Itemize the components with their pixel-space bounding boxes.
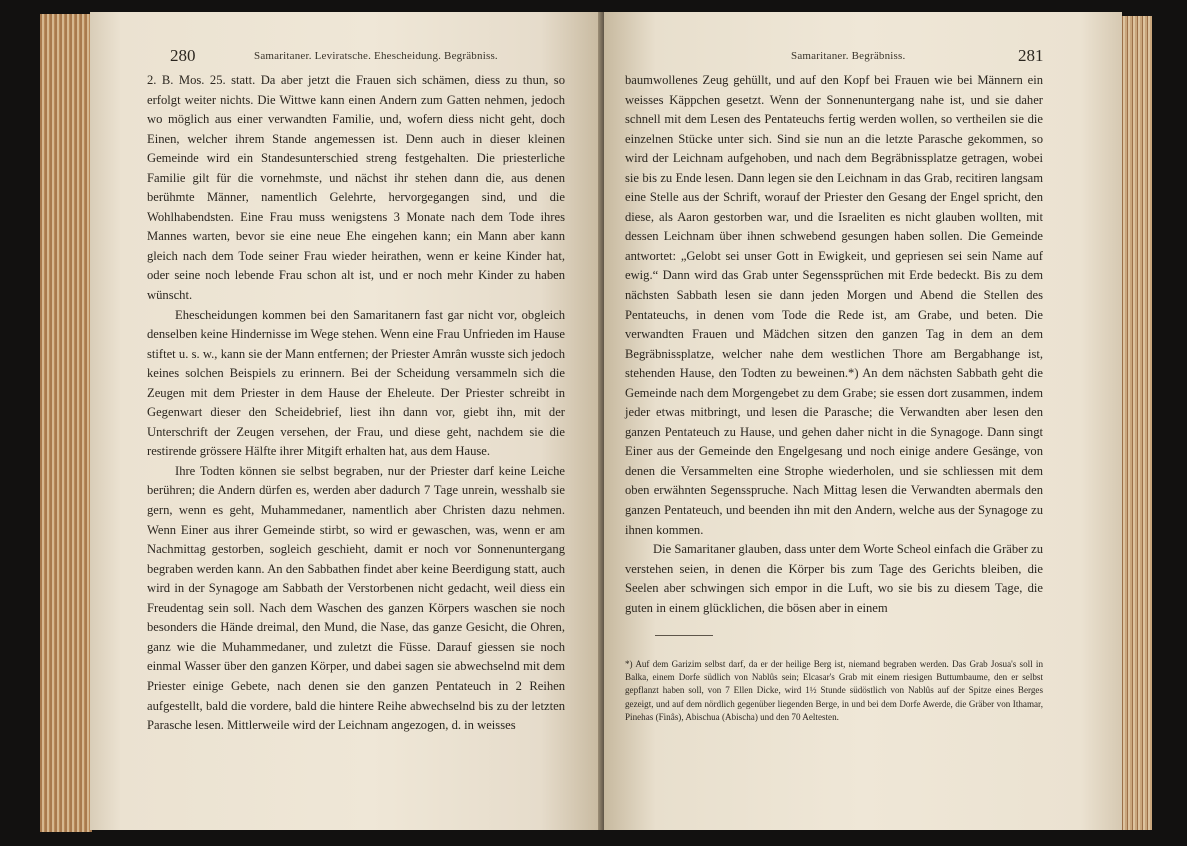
left-paragraph-1: 2. B. Mos. 25. statt. Da aber jetzt die Frauen sich schämen, diess zu thun, so erfolgt weiter nichts. Die Wittwe kann einen Andern zum Gatten nehmen, jedoch wo möglich aus einer verwandten Familie, und, wofern diess nicht geht, doch Einen, welcher ihrem Stande angemessen ist. Denn auch in dieser kleinen Gemeinde wird ein Standesunterschied streng festgehalten. Die priesterliche Familie gilt für die vornehmste, und nächst ihr stehen dann die, aus denen berühmte Männer, namentlich Gelehrte, hervorgegangen sind, und die Wohlhabendsten. Eine Frau muss wenigstens 3 Monate nach dem Tode ihres Mannes warten, bevor sie eine neue Ehe eingehen kann; ein Mann aber kann gleich nach dem Tode seiner Frau wieder heirathen, wenn er keine Kinder hat, oder seine noch lebende Frau schon alt ist, und er noch mehr Kinder zu haben wünscht. bbox=[147, 73, 565, 303]
right-paragraph-1: baumwollenes Zeug gehüllt, und auf den Kopf bei Frauen wie bei Männern ein weisses Käppchen gesetzt. Wenn der Sonnenuntergang nahe ist, und sie daher schnell mit dem Lesen des Pentateuchs fertig werden wollen, so vertheilen sie die einzelnen Stücke unter sich. Sind sie nun an die letzte Parasche gekommen, so wird der Leichnam aufgehoben, und nach dem Begräbnissplatze getragen, wobei sie bis zu Ende lesen. Dann legen sie den Leichnam in das Grab, recitiren langsam eine Stelle aus der Schrift, worauf der Priester den Gesang der Engel spricht, den diese, als Aaron gestorben war, und die Israeliten es nicht glauben wollten, mit dessen Leichnam über ihnen schwebend gesungen haben sollen. Die Gemeinde antwortet: „Gelobt sei unser Gott in Ewigkeit, und gepriesen sei sein Name auf ewig.“ Dann wird das Grab unter Segenssprüchen mit Erde bedeckt. Bis zu dem nächsten Sabbath lesen sie dann jeden Morgen und Abend die Stellen des Pentateuchs, in denen vom Tode die Rede ist, am Grabe, und beten. Die verwandten Frauen und Mädchen sitzen den ganzen Tag in dem an dem Begräbnissplatze, welcher nahe dem westlichen Thore am Bergabhange ist, stehenden Hause, den Todten zu beweinen.*) An dem nächsten Sabbath geht die Gemeinde nach dem Morgengebet zu dem Grabe; sie essen dort zusammen, indem jeder etwas mitbringt, und lesen die Parasche; die Verwandten aber lesen den ganzen Pentateuch zu Hause, und gehen daher nicht in die Synagoge. Dann singt Einer aus der Gemeinde den Engelgesang und noch einige andere Gesänge, von denen die Versammelten eine Strophe wiederholen, und sie schliessen mit dem oben erwähnten Segensspruche. Nach Mittag lesen die Verwandten abermals den ganzen Pentateuch, und beenden ihn mit den Andern, welche aus der Synagoge zu ihnen kommen. bbox=[625, 73, 1043, 537]
left-page-number: 280 bbox=[170, 46, 196, 65]
right-body-text bbox=[625, 71, 1043, 618]
right-paragraph-2: Die Samaritaner glauben, dass unter dem Worte Scheol einfach die Gräber zu verstehen seien, in denen die Körper bis zum Tage des Gerichts bleiben, die Seelen aber schwingen sich empor in die Luft, wo sie bis zu diesem Tage, die guten in einem glücklichen, die bösen aber in einem bbox=[625, 542, 1043, 615]
left-body-text bbox=[147, 71, 565, 736]
right-page-number: 281 bbox=[1018, 46, 1044, 65]
left-paragraph-3: Ihre Todten können sie selbst begraben, nur der Priester darf keine Leiche berühren; die Andern dürfen es, werden aber dadurch 7 Tage unrein, wesshalb sie gern, wenn es geht, Muhammedaner, namentlich aber Christen dazu nehmen. Wenn Einer aus ihrer Gemeinde stirbt, so wird er gewaschen, was, wenn er am Nachmittag gestorben, sogleich geschieht, damit er noch vor Sonnenuntergang begraben werden kann. An den Sabbathen findet aber keine Beerdigung statt, auch wird in der Synagoge am Sabbath der Verstorbenen nicht gedacht, weil diess ein Freudentag sein soll. Nach dem Waschen des ganzen Körpers waschen sie noch besonders die Hände dreimal, den Mund, die Nase, das ganze Gesicht, die Ohren, ganz wie die Muhammedaner, und zuletzt die Füsse. Darauf giessen sie noch einmal Wasser über den ganzen Körper, und dabei sagen sie abwechselnd mit dem Priester einige Gebete, nach denen sie den ganzen Pentateuch in 2 Reihen aufgestellt, bald die vordere, bald die hintere Reihe abwechselnd bis zu der letzten Parasche lesen. Mittlerweile wird der Leichnam angezogen, d. in weisses bbox=[147, 463, 565, 733]
book-edge-left bbox=[40, 14, 92, 832]
left-paragraph-2: Ehescheidungen kommen bei den Samaritanern fast gar nicht vor, obgleich denselben keine Hindernisse im Wege stehen. Wenn eine Frau Unfrieden im Hause stiftet u. s. w., kann sie der Mann entfernen; der Priester Amrân wusste sich jedoch keines solchen Beispiels zu erinnern. Bei der Scheidung versammeln sich die Zeugen mit dem Priester in dem Hause der Eheleute. Der Priester schreibt in Gegenwart dieser den Scheidebrief, liest ihn dann vor, giebt ihn, mit der Unterschrift der Zeugen versehen, der Frau, und diese geht, nachdem sie die restirende grössere Hälfte ihrer Mitgift erhalten hat, aus dem Hause. bbox=[147, 307, 565, 459]
left-running-head: Samaritaner. Leviratsche. Ehescheidung. Begräbniss. bbox=[254, 50, 498, 62]
footnote-separator bbox=[655, 635, 713, 636]
book-edge-right bbox=[1120, 16, 1152, 830]
right-page bbox=[604, 12, 1122, 830]
footnote: *) Auf dem Garizim selbst darf, da er der heilige Berg ist, niemand begraben werden. Das Grab Josua's soll in Balka, einem Dorfe südlich von Nablûs sein; Elcasar's Grab mit einem riesigen Buttumbaume, den er selbst gepflanzt haben soll, von 7 Ellen Dicke, wird 1½ Stunde südöstlich von Nablûs auf der Spitze eines Berges gezeigt, und auf dem nördlich gegenüber liegenden Berge, in und bei dem Dorfe Awerde, die Gräber von Ithamar, Pinehas (Finâs), Abischua (Abischa) und den 70 Aeltesten. bbox=[625, 659, 1043, 722]
right-running-head: Samaritaner. Begräbniss. bbox=[791, 50, 906, 62]
left-page bbox=[90, 12, 602, 830]
